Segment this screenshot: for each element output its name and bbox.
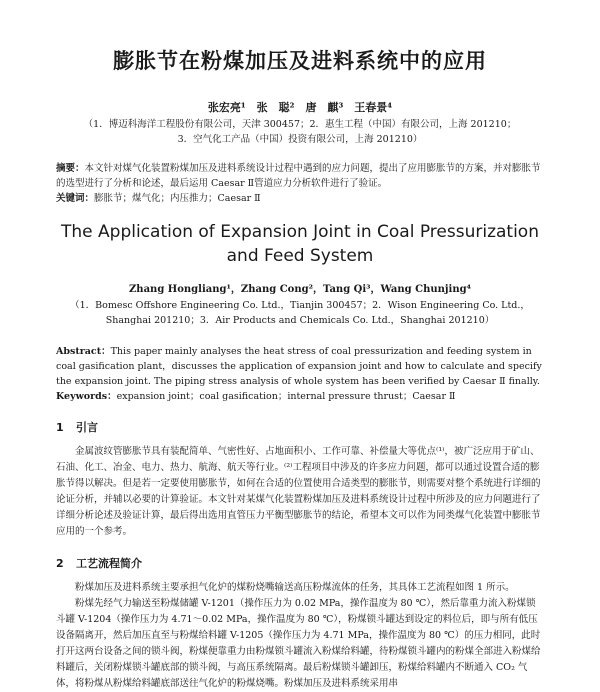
authors-cn: 张宏亮¹ 张 聪² 唐 麒³ 王春景⁴ — [207, 101, 393, 114]
section-1-title: 引言 — [76, 421, 98, 434]
keywords-en-label: Keywords： — [56, 391, 117, 402]
affiliations-en — [56, 298, 544, 328]
abstract-cn-text: 本文针对煤气化装置粉煤加压及进料系统设计过程中遇到的应力问题，提出了应用膨胀节的方案，并对膨胀节的选型进行了分析和论述，最后运用 Caesar Ⅱ管道应力分析软件进行了验证。 — [56, 163, 541, 189]
abstract-en — [56, 344, 544, 389]
keywords-en — [56, 389, 544, 404]
affiliation-cn-line1: （1．博迈科海洋工程股份有限公司，天津 300457；2．惠生工程（中国）有限公司，上海 201210； — [83, 119, 517, 130]
title-en-line1: The Application of Expansion Joint in Coal Pressurization — [61, 222, 539, 242]
abstract-cn — [56, 161, 544, 191]
abstract-en-label: Abstract： — [56, 346, 111, 357]
title-en-line2: and Feed System — [226, 246, 374, 266]
section-1-heading — [56, 420, 544, 436]
section-2-paragraph-2: 粉煤先经气力输送至粉煤储罐 V-1201（操作压力为 0.02 MPa，操作温度为 80 ℃），然后靠重力流入粉煤锁斗罐 V-1204（操作压力为 4.71～0.02 MPa，操作温度为 80 ℃），粉煤锁斗罐达到设定的料位后，即与所有低压设备隔离开，然后加压直至与粉煤给料罐 V-1205（操作压力为 4.71 MPa，操作温度为 80 ℃）的压力相同，此时打开这两台设备之间的锁斗阀，粉煤便靠重力由粉煤锁斗罐流入粉煤给料罐，待粉煤锁斗罐内的粉煤全部进入粉煤给料罐后，关闭粉煤锁斗罐底部的锁斗阀，与高压系统隔离。最后粉煤锁斗罐卸压，粉煤给料罐内不断通入 CO₂ 气体，将粉煤从粉煤给料罐底部送往气化炉的粉煤烧嘴。粉煤加压及进料系统采用串 — [56, 598, 541, 689]
section-2-title: 工艺流程简介 — [76, 557, 142, 570]
authors-en: Zhang Hongliang¹，Zhang Cong²，Tang Qi³，Wang Chunjing⁴ — [129, 284, 471, 295]
abstract-cn-block — [56, 161, 544, 206]
keywords-cn-label: 关键词： — [56, 193, 95, 204]
paper-title-en — [56, 220, 544, 268]
section-1-number: 1 — [56, 421, 64, 434]
paper-title-cn: 膨胀节在粉煤加压及进料系统中的应用 — [113, 48, 487, 73]
affiliation-en-line1: （1．Bomesc Offshore Engineering Co. Ltd.，Tianjin 300457；2．Wison Engineering Co. Ltd.， — [70, 300, 530, 311]
keywords-cn — [56, 191, 544, 206]
section-1-paragraph: 金属波纹管膨胀节具有装配简单、气密性好、占地面积小、工作可靠、补偿量大等优点⁽¹⁾，被广泛应用于矿山、石油、化工、冶金、电力、热力、航海、航天等行业。⁽²⁾工程项目中涉及的许多应力问题，都可以通过设置合适的膨胀节得以解决。但是若一定要使用膨胀节，如何在合适的位置使用合适类型的膨胀节，则需要对整个系统进行详细的论证分析，并辅以必要的计算验证。本文针对某煤气化装置粉煤加压及进料系统设计过程中所涉及的应力问题进行了详细分析论述及验证计算，最后得出选用直管压力平衡型膨胀节的结论，希望本文可以作为同类煤气化装置中膨胀节应用的一个参考。 — [56, 446, 541, 537]
keywords-cn-text: 膨胀节；煤气化；内压推力；Caesar Ⅱ — [94, 193, 261, 204]
affiliation-cn-line2: 3．空气化工产品（中国）投资有限公司，上海 201210） — [177, 134, 423, 145]
section-2-number: 2 — [56, 557, 64, 570]
section-2-heading — [56, 556, 544, 572]
abstract-en-text: This paper mainly analyses the heat stress of coal pressurization and feeding system in coal gasification plant，discusses the application of expansion joint and how to calculate and specify the expansion joint. The piping stress analysis of whole system has been verified by Caesar Ⅱ finally. — [56, 346, 542, 387]
abstract-en-block — [56, 344, 544, 404]
abstract-cn-label: 摘要： — [56, 163, 85, 174]
affiliations-cn — [56, 117, 544, 147]
keywords-en-text: expansion joint；coal gasification；internal pressure thrust；Caesar Ⅱ — [116, 391, 456, 402]
section-2-paragraph-1: 粉煤加压及进料系统主要承担气化炉的煤粉烧嘴输送高压粉煤流体的任务，其具体工艺流程如图 1 所示。 — [75, 582, 515, 593]
affiliation-en-line2: Shanghai 201210；3．Air Products and Chemicals Co. Ltd.，Shanghai 201210） — [105, 315, 495, 326]
